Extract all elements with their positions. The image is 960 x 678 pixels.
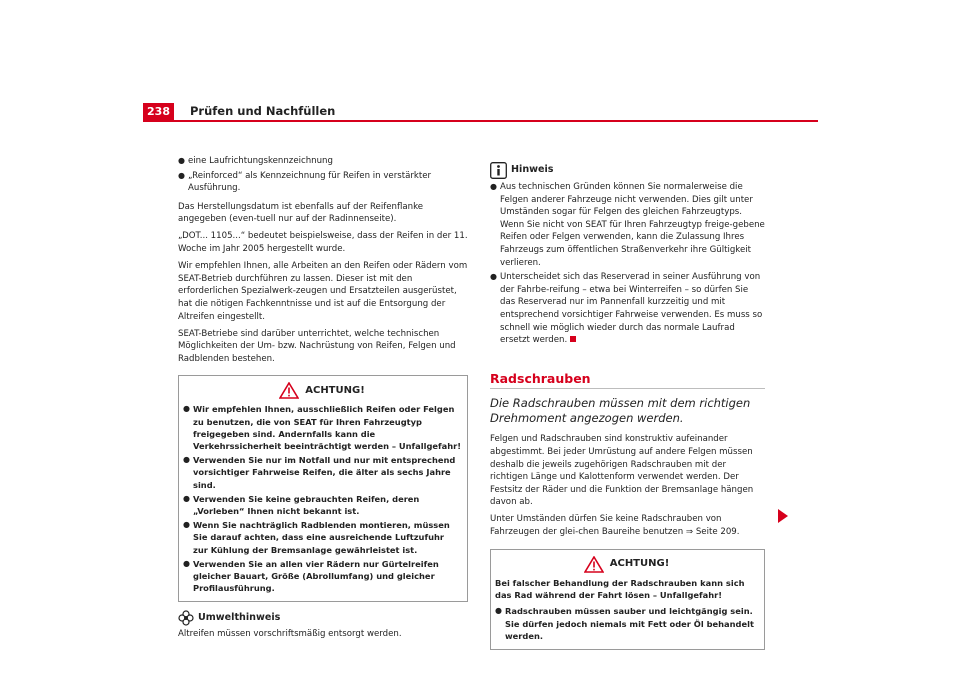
bullet-icon: ● xyxy=(178,170,185,180)
flower-environment-icon xyxy=(178,610,194,626)
paragraph: SEAT-Betriebe sind darüber unterrichtet, welche technischen Möglichkeiten der Um- bzw. Nachrüstung von Reifen, Felgen und Radblenden bestehen. xyxy=(178,328,456,364)
paragraph: Das Herstellungsdatum ist ebenfalls auf der Reifenflanke angegeben (even-tuell nur auf der Radinnenseite). xyxy=(178,201,424,225)
info-note-icon xyxy=(490,162,507,179)
paragraph: Felgen und Radschrauben sind konstruktiv aufeinander abgestimmt. Bei jeder Umrüstung auf andere Felgen müssen deshalb die jeweils zugehörigen Radschrauben mit der richtigen Länge und Kalottenform verwendet werden. Der Festsitz der Räder und die Funktion der Bremsanlage hängen davon ab. xyxy=(490,434,754,508)
bullet-icon: ● xyxy=(183,493,190,503)
warning-item: ● Verwenden Sie keine gebrauchten Reifen, deren „Vorleben“ Ihnen nicht bekannt ist. xyxy=(183,493,420,517)
bullet-icon: ● xyxy=(183,520,190,530)
warning-triangle-icon xyxy=(279,382,299,399)
header-rule xyxy=(143,120,818,122)
paragraph: „DOT... 1105...“ bedeutet beispielsweise, dass der Reifen in der 11. Woche im Jahr 2005 hergestellt wurde. xyxy=(178,231,468,255)
chapter-title: Prüfen und Nachfüllen xyxy=(190,104,336,118)
environment-header xyxy=(178,610,468,626)
paragraph: Unter Umständen dürfen Sie keine Radschrauben von Fahrzeugen der glei-chen Baureihe benutzen ⇒ Seite 209. xyxy=(490,514,740,537)
environment-text: Altreifen müssen vorschriftsmäßig entsorgt werden. xyxy=(178,629,402,640)
warning-triangle-icon xyxy=(584,556,604,573)
section-title: Radschrauben xyxy=(490,373,765,390)
warning-header xyxy=(495,556,758,573)
bullet-icon: ● xyxy=(178,156,185,165)
warning-item: ● Wenn Sie nachträglich Radblenden montieren, müssen Sie darauf achten, dass eine ausreichende Luftzufuhr zur Kühlung der Bremsanlage gewährleistet ist. xyxy=(183,520,450,555)
page-number: 238 xyxy=(143,103,174,120)
warning-header xyxy=(183,382,461,399)
bullet-icon: ● xyxy=(490,182,497,191)
note-item: ● Aus technischen Gründen können Sie normalerweise die Felgen anderer Fahrzeuge nicht verwenden. Dies gilt unter Umständen sogar für Felgen des gleichen Fahrzeugtyps. Wenn Sie nicht von SEAT für Ihren Fahrzeugtyp freige-gebene Reifen oder Felgen verwenden, kann die Zulassung Ihres Fahrzeugs zum öffentlichen Straßenverkehr ihre Gültigkeit verlieren. xyxy=(490,182,765,268)
section-subtitle: Die Radschrauben müssen mit dem richtigen Drehmoment angezogen werden. xyxy=(490,396,751,426)
warning-item: ● Radschrauben müssen sauber und leichtgängig sein. Sie dürfen jedoch niemals mit Fett oder Öl behandelt werden. xyxy=(495,606,754,641)
warning-box xyxy=(490,549,765,651)
note-header xyxy=(490,162,765,179)
bullet-icon: ● xyxy=(183,455,190,465)
warning-item: ● Verwenden Sie an allen vier Rädern nur Gürtelreifen gleicher Bauart, Größe (Abrollumfang) und gleicher Profilausführung. xyxy=(183,558,439,594)
warning-title: ACHTUNG! xyxy=(609,557,670,569)
right-column xyxy=(490,162,765,658)
list-item: ● „Reinforced“ als Kennzeichnung für Reifen in verstärkter Ausführung. xyxy=(178,170,432,194)
paragraph: Wir empfehlen Ihnen, alle Arbeiten an den Reifen oder Rädern vom SEAT-Betrieb durchführen zu lassen. Dieser ist mit den erforderlichen Spezialwerk-zeugen und Ersatzteilen ausgerüstet, hat die nötigen Fachkenntnisse und ist auf die Entsorgung der Altreifen eingestellt. xyxy=(178,261,468,322)
warning-lead: Bei falscher Behandlung der Radschrauben kann sich das Rad während der Fahrt lösen – Unfallgefahr! xyxy=(495,577,745,600)
next-page-arrow-icon xyxy=(778,509,788,523)
left-column xyxy=(178,155,468,646)
bullet-icon: ● xyxy=(490,272,497,282)
environment-title: Umwelthinweis xyxy=(198,612,281,624)
end-mark-icon xyxy=(570,336,576,342)
warning-item: ● Wir empfehlen Ihnen, ausschließlich Reifen oder Felgen zu benutzen, die von SEAT für Ihren Fahrzeugtyp freigegeben sind. Andernfalls kann die Verkehrssicherheit beeinträchtigt werden – Unfallgefahr! xyxy=(183,404,462,452)
bullet-icon: ● xyxy=(183,404,190,414)
warning-title: ACHTUNG! xyxy=(305,384,365,396)
warning-item: ● Verwenden Sie nur im Notfall und nur mit entsprechend vorsichtiger Fahrweise Reifen, die älter als sechs Jahre sind. xyxy=(183,455,456,490)
note-item: ● Unterscheidet sich das Reserverad in seiner Ausführung von der Fahrbe-reifung – etwa bei Winterreifen – so dürfen Sie das Reserverad nur im Pannenfall kurzzeitig und mit entsprechend vorsichtiger Fahrweise verwenden. Es muss so schnell wie möglich wieder durch das normale Laufrad ersetzt werden. xyxy=(490,272,763,346)
list-item: ● eine Laufrichtungskennzeichnung xyxy=(178,156,333,166)
bullet-icon: ● xyxy=(495,606,502,616)
bullet-icon: ● xyxy=(183,558,190,568)
note-title: Hinweis xyxy=(511,164,554,176)
warning-box xyxy=(178,375,468,602)
